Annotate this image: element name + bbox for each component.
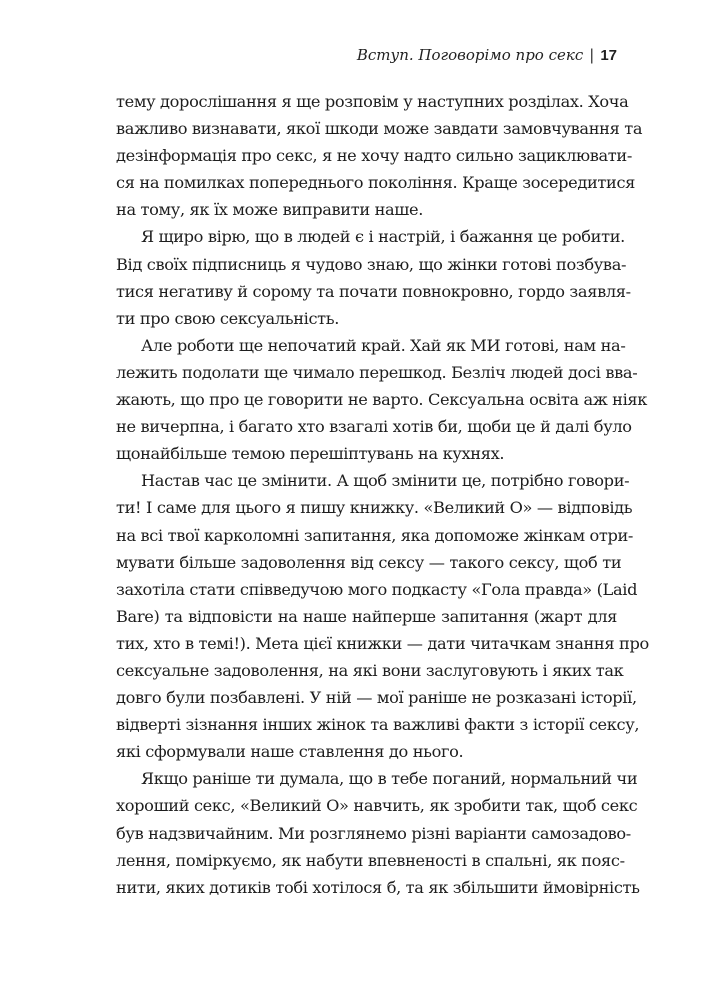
text-line: сексуальне задоволення, на які вони заслуговують і яких так <box>116 660 624 680</box>
paragraph <box>116 223 631 331</box>
text-line: був надзвичайним. Ми розглянемо різні варіанти самозадово- <box>116 823 631 843</box>
text-line: які сформували наше ставлення до нього. <box>116 742 464 762</box>
text-line: ся на помилках попереднього покоління. Краще зосередитися <box>116 173 636 193</box>
text-line: хороший секс, «Великий О» навчить, як зробити так, щоб секс <box>116 796 638 816</box>
text-line: захотіла стати співведучою мого подкасту «Гола правда» (Laid <box>116 579 638 599</box>
header-separator: | <box>589 46 595 64</box>
text-line: Але роботи ще непочатий край. Хай як МИ готові, нам на- <box>141 335 626 355</box>
text-line: Я щиро вірю, що в людей є і настрій, і бажання це робити. <box>141 227 625 247</box>
text-line: на тому, як їх може виправити наше. <box>116 200 424 220</box>
paragraph <box>116 332 648 467</box>
text-line: мувати більше задоволення від сексу — такого сексу, щоб ти <box>116 552 622 572</box>
text-line: ти про свою сексуальність. <box>116 308 340 328</box>
text-line: не вичерпна, і багато хто взагалі хотів би, щоби це й далі було <box>116 417 632 437</box>
text-line: лення, поміркуємо, як набути впевненості в спальні, як пояс- <box>116 850 625 870</box>
text-line: тему дорослішання я ще розповім у наступних розділах. Хоча <box>116 92 629 111</box>
paragraph <box>116 88 643 223</box>
text-line: відверті зізнання інших жінок та важливі факти з історії сексу, <box>116 715 640 735</box>
running-header <box>357 46 617 64</box>
text-line: щонайбільше темою перешіптувань на кухнях. <box>116 444 505 464</box>
text-line: нити, яких дотиків тобі хотілося б, та як збільшити ймовірність <box>116 877 640 897</box>
paragraph <box>116 467 649 765</box>
text-line: тих, хто в темі!). Мета цієї книжки — дати читачкам знання про <box>116 633 649 653</box>
text-line: Настав час це змінити. А щоб змінити це, потрібно говори- <box>141 471 630 491</box>
text-line: Bare) та відповісти на наше найперше запитання (жарт для <box>116 606 617 626</box>
page-number: 17 <box>600 47 617 64</box>
text-line: дезінформація про секс, я не хочу надто сильно зациклювати- <box>116 146 632 166</box>
text-line: довго були позбавлені. У ній — мої раніше не розказані історії, <box>116 688 637 708</box>
body-text <box>116 88 649 901</box>
running-title: Вступ. Поговорімо про секс <box>356 46 584 64</box>
text-line: на всі твої карколомні запитання, яка допоможе жінкам отри- <box>116 525 634 545</box>
text-line: тися негативу й сорому та почати повнокровно, гордо заявля- <box>116 281 631 301</box>
text-line: Якщо раніше ти думала, що в тебе поганий, нормальний чи <box>141 769 638 789</box>
text-line: лежить подолати ще чимало перешкод. Безліч людей досі вва- <box>116 362 638 382</box>
paragraph <box>116 765 640 900</box>
text-line: жають, що про це говорити не варто. Сексуальна освіта аж ніяк <box>116 390 648 410</box>
text-line: важливо визнавати, якої шкоди може завдати замовчування та <box>116 119 643 139</box>
text-line: Від своїх підписниць я чудово знаю, що жінки готові позбува- <box>116 254 627 274</box>
text-line: ти! І саме для цього я пишу книжку. «Великий О» — відповідь <box>116 498 633 518</box>
